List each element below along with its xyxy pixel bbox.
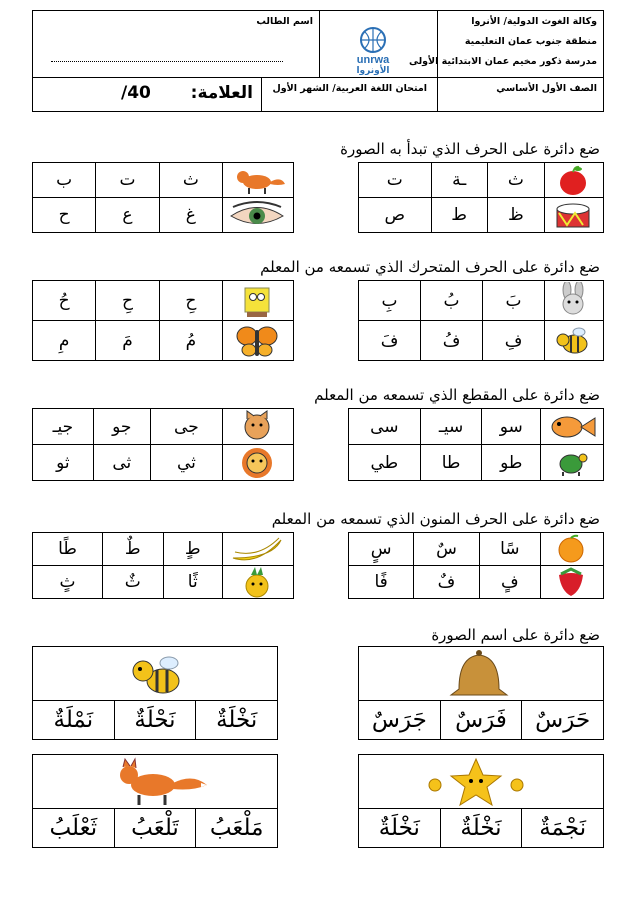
word-option[interactable]: نَخْلَةٌ (195, 701, 277, 739)
vowel-option[interactable]: مُ (159, 321, 222, 361)
q1-left-grid (32, 162, 294, 233)
sponge-picture (223, 281, 294, 321)
syllable-option[interactable]: ثو (33, 445, 94, 481)
word-option[interactable]: ثَعْلَبُ (49, 815, 98, 841)
word-option[interactable]: فَرَسٌ (440, 701, 522, 739)
vowel-option[interactable]: حُ (33, 281, 96, 321)
syllable-option[interactable]: جيـ (33, 409, 94, 445)
question-2-title: ضع دائرة على الحرف المتحرك الذي تسمعه من المعلم (260, 258, 600, 276)
syllable-option[interactable]: ثى (93, 445, 150, 481)
q2-left-grid (32, 280, 294, 361)
picture-name-box (358, 754, 604, 848)
student-name-line[interactable] (51, 61, 283, 62)
orange-picture (541, 533, 604, 566)
q3-right-grid (348, 408, 604, 481)
fox-picture (223, 163, 294, 198)
vowel-option[interactable]: حِ (96, 281, 159, 321)
lion-picture (223, 445, 294, 481)
letter-option[interactable]: ص (359, 198, 432, 233)
picture-name-box (32, 754, 278, 848)
letter-option[interactable]: ث (487, 163, 544, 198)
rabbit-picture (545, 281, 604, 321)
vowel-option[interactable]: حِ (159, 281, 222, 321)
letter-option[interactable]: ت (96, 163, 159, 198)
pineapple-picture (223, 566, 294, 599)
question-1-title: ضع دائرة على الحرف الذي تبدأ به الصورة (340, 140, 600, 158)
word-option[interactable]: نَجْمَةٌ (521, 809, 603, 847)
vowel-option[interactable]: بَ (483, 281, 545, 321)
header-box (32, 10, 604, 112)
tanween-option[interactable]: ثًا (163, 566, 222, 599)
vowel-option[interactable]: مِ (33, 321, 96, 361)
letter-option[interactable]: ث (159, 163, 222, 198)
letter-option[interactable]: غ (159, 198, 222, 233)
vowel-option[interactable]: فُ (421, 321, 483, 361)
vowel-option[interactable]: بِ (359, 281, 421, 321)
mark-value: /40 (121, 83, 151, 103)
syllable-option[interactable]: طي (349, 445, 421, 481)
tanween-option[interactable]: طٍ (163, 533, 222, 566)
logo-text-ar: الأونروا (356, 66, 390, 75)
butterfly-picture (223, 321, 294, 361)
word-option[interactable]: مَلْعَبُ (195, 809, 277, 847)
syllable-option[interactable]: ثي (150, 445, 222, 481)
tanween-option[interactable]: فٍ (479, 566, 540, 599)
header-divider (261, 77, 262, 112)
tanween-option[interactable]: سٌ (414, 533, 479, 566)
q1-right-grid (358, 162, 604, 233)
vowel-option[interactable]: بُ (421, 281, 483, 321)
agency-name: وكالة الغوث الدولية/ الأنروا (471, 16, 597, 27)
tanween-option[interactable]: ثٌ (103, 566, 163, 599)
syllable-option[interactable]: جى (150, 409, 222, 445)
apple-picture (545, 163, 604, 198)
syllable-option[interactable]: طا (420, 445, 482, 481)
picture-name-box (32, 646, 278, 740)
q4-right-grid (348, 532, 604, 599)
turtle-picture (541, 445, 604, 481)
tanween-option[interactable]: طًا (33, 533, 103, 566)
vowel-option[interactable]: مَ (96, 321, 159, 361)
mark-label: العلامة: (190, 83, 253, 103)
letter-option[interactable]: ب (33, 163, 96, 198)
banana-picture (223, 533, 294, 566)
bell-picture (429, 649, 529, 699)
student-name-label: اسم الطالب (256, 16, 313, 27)
unrwa-logo (338, 25, 408, 75)
word-option[interactable]: جَرَسٌ (371, 707, 427, 733)
tanween-option[interactable]: ثٍ (33, 566, 103, 599)
syllable-option[interactable]: سو (482, 409, 541, 445)
drum-picture (545, 198, 604, 233)
question-4-title: ضع دائرة على الحرف المنون الذي تسمعه من المعلم (271, 510, 600, 528)
star-picture (421, 757, 531, 809)
letter-option[interactable]: ح (33, 198, 96, 233)
school-name: مدرسة ذكور مخيم عمان الابتدائية الأولى (408, 56, 597, 67)
word-option[interactable]: نَخْلَةٌ (378, 815, 420, 841)
logo-text-en: unrwa (356, 54, 390, 66)
vowel-option[interactable]: فَ (359, 321, 421, 361)
word-option[interactable]: نَحْلَةٌ (114, 701, 196, 739)
q3-left-grid (32, 408, 294, 481)
question-3-title: ضع دائرة على المقطع الذي تسمعه من المعلم (314, 386, 600, 404)
exam-title: امتحان اللغة العربية/ الشهر الأول (272, 83, 427, 94)
letter-option[interactable]: ت (359, 163, 432, 198)
q2-right-grid (358, 280, 604, 361)
strawberry-picture (541, 566, 604, 599)
word-option[interactable]: تَلْعَبُ (114, 809, 196, 847)
syllable-option[interactable]: سى (349, 409, 421, 445)
tanween-option[interactable]: سًا (479, 533, 540, 566)
region-name: منطقة جنوب عمان التعليمية (464, 36, 597, 47)
letter-option[interactable]: ـة (431, 163, 487, 198)
tanween-option[interactable]: سٍ (349, 533, 414, 566)
tanween-option[interactable]: طٌ (103, 533, 163, 566)
grade-label: الصف الأول الأساسي (496, 83, 597, 94)
tanween-option[interactable]: فًا (349, 566, 414, 599)
cat-picture (223, 409, 294, 445)
syllable-option[interactable]: سيـ (420, 409, 482, 445)
fish-picture (541, 409, 604, 445)
word-option[interactable]: نَخْلَةٌ (440, 809, 522, 847)
question-5-title: ضع دائرة على اسم الصورة (431, 626, 600, 644)
fox-picture (93, 755, 213, 809)
bee-picture (123, 649, 193, 701)
picture-name-box (358, 646, 604, 740)
header-divider (319, 11, 320, 77)
vowel-option[interactable]: فِ (483, 321, 545, 361)
syllable-option[interactable]: طو (482, 445, 541, 481)
syllable-option[interactable]: جو (93, 409, 150, 445)
word-option[interactable]: نَمْلَةٌ (53, 707, 94, 733)
bee-picture (545, 321, 604, 361)
letter-option[interactable]: ط (431, 198, 487, 233)
q4-left-grid (32, 532, 294, 599)
tanween-option[interactable]: فٌ (414, 566, 479, 599)
letter-option[interactable]: ظ (487, 198, 544, 233)
eye-picture (223, 198, 294, 233)
letter-option[interactable]: ع (96, 198, 159, 233)
word-option[interactable]: حَرَسٌ (521, 701, 603, 739)
header-divider (33, 77, 603, 78)
